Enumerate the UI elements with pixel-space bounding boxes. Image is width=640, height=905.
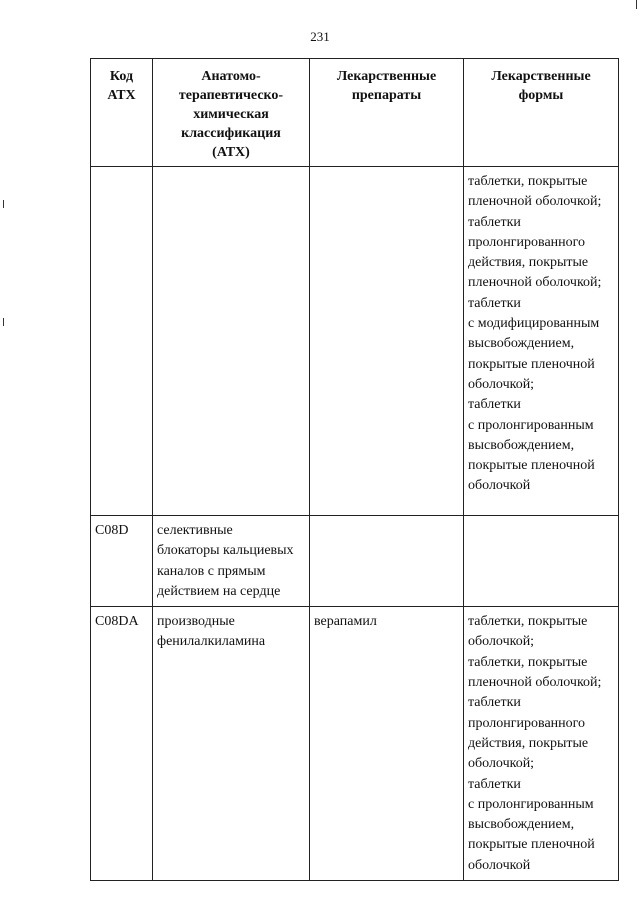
cell-classification: производные фенилалкиламина (153, 607, 310, 881)
left-edge-mark-2 (3, 318, 4, 326)
atc-table (90, 58, 619, 881)
cell-forms: таблетки, покрытые оболочкой; таблетки, покрытые пленочной оболочкой; таблетки пролонгированного действия, покрытые оболочкой; таблетки с пролонгированным высвобождением, покрытые пленочной оболочкой (464, 607, 619, 881)
cell-drug: верапамил (310, 607, 464, 881)
cell-code: C08D (91, 516, 153, 607)
table-row (91, 167, 619, 516)
cell-forms: таблетки, покрытые пленочной оболочкой; таблетки пролонгированного действия, покрытые пленочной оболочкой; таблетки с модифицированным высвобождением, покрытые пленочной оболочкой; таблетки с пролонгированным высвобождением, покрытые пленочной оболочкой (464, 167, 619, 516)
header-code: Код АТХ (91, 59, 153, 167)
page-number: 231 (310, 29, 330, 44)
table-header-row (91, 59, 619, 167)
cell-code: C08DA (91, 607, 153, 881)
cell-drug (310, 167, 464, 516)
table-row (91, 607, 619, 881)
left-edge-mark-1 (3, 200, 4, 208)
cell-code (91, 167, 153, 516)
header-forms: Лекарственные формы (464, 59, 619, 167)
right-edge-mark (636, 0, 637, 9)
cell-classification: селективные блокаторы кальциевых каналов с прямым действием на сердце (153, 516, 310, 607)
cell-drug (310, 516, 464, 607)
cell-classification (153, 167, 310, 516)
table-row (91, 516, 619, 607)
cell-forms (464, 516, 619, 607)
header-drugs: Лекарственные препараты (310, 59, 464, 167)
header-classification: Анатомо- терапевтическо- химическая классификация (АТХ) (153, 59, 310, 167)
